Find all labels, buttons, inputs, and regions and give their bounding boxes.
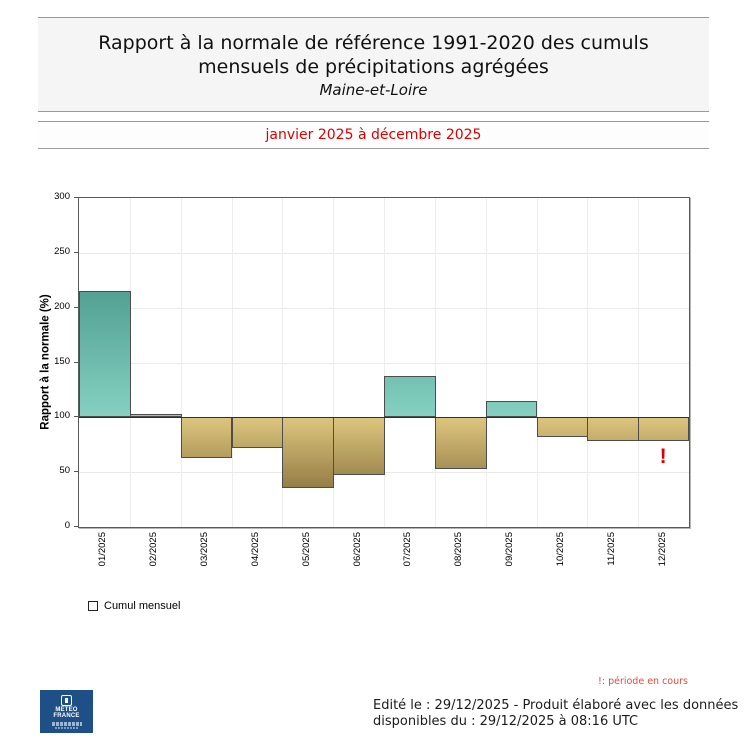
x-tick-label: 06/2025 [351,532,363,567]
y-tick-label: 150 [54,355,70,367]
logo-text-line1: METEO [55,706,78,713]
bar-01/2025 [79,291,131,417]
gridline-v [486,198,487,527]
gridline-v [537,198,538,527]
bar-10/2025 [537,417,589,437]
y-tick-mark [74,471,78,472]
period-label: janvier 2025 à décembre 2025 [265,127,482,143]
y-tick-label: 50 [59,465,70,477]
meteo-france-logo [40,690,93,733]
y-tick-mark [74,526,78,527]
y-axis-title: Rapport à la normale (%) [40,293,52,430]
y-tick-mark [74,307,78,308]
x-tick-label: 10/2025 [554,532,566,567]
x-tick-label: 08/2025 [453,532,465,567]
y-tick-label: 250 [54,245,70,257]
legend [88,600,180,612]
gridline-v [384,198,385,527]
x-tick-label: 03/2025 [199,532,211,567]
x-tick-label: 12/2025 [656,532,668,567]
bar-08/2025 [435,417,487,469]
bar-09/2025 [486,401,538,417]
page-title-line1: Rapport à la normale de référence 1991-2020 des cumuls [98,31,649,54]
y-tick-mark [74,197,78,198]
x-tick-label: 02/2025 [148,532,160,567]
x-tick-label: 04/2025 [249,532,261,567]
gridline-v [638,198,639,527]
edition-info [373,698,738,730]
logo-text-line2: FRANCE [53,713,80,719]
x-tick-label: 11/2025 [605,532,617,566]
y-tick-label: 0 [64,520,70,531]
y-tick-label: 200 [54,300,70,312]
annotation-exclamation: ! [659,445,667,469]
gridline-v [232,198,233,527]
x-tick-label: 09/2025 [504,532,516,567]
gridline-v [435,198,436,527]
bar-12/2025 [638,417,689,441]
bar-06/2025 [333,417,385,475]
gridline-v [587,198,588,527]
meteo-france-icon [61,695,72,706]
region-subtitle: Maine-et-Loire [319,80,428,99]
legend-label: Cumul mensuel [104,600,181,612]
logo-tagline-decoration2 [55,727,79,729]
y-tick-label: 100 [54,410,70,422]
bar-03/2025 [181,417,233,458]
x-tick-label: 07/2025 [402,532,414,567]
logo-tagline-decoration [52,722,82,726]
bar-07/2025 [384,376,436,418]
y-tick-mark [74,416,78,417]
bar-chart-plot-area [78,197,690,528]
gridline-v [181,198,182,527]
report-title-band [38,17,709,112]
x-tick-label: 01/2025 [97,532,109,567]
bar-11/2025 [587,417,639,441]
normale-baseline [79,417,689,418]
bar-04/2025 [232,417,284,448]
legend-swatch-icon [88,601,98,611]
y-tick-mark [74,252,78,253]
page-title-line2: mensuels de précipitations agrégées [198,55,549,78]
x-tick-label: 05/2025 [300,532,312,567]
y-tick-mark [74,362,78,363]
edition-info-line2: disponibles du : 29/12/2025 à 08:16 UTC [373,714,639,729]
period-band [38,121,709,149]
y-tick-label: 300 [54,191,70,202]
period-en-cours-note: !: période en cours [598,676,688,687]
edition-info-line1: Edité le : 29/12/2025 - Produit élaboré avec les données [373,698,739,713]
bar-05/2025 [282,417,334,487]
